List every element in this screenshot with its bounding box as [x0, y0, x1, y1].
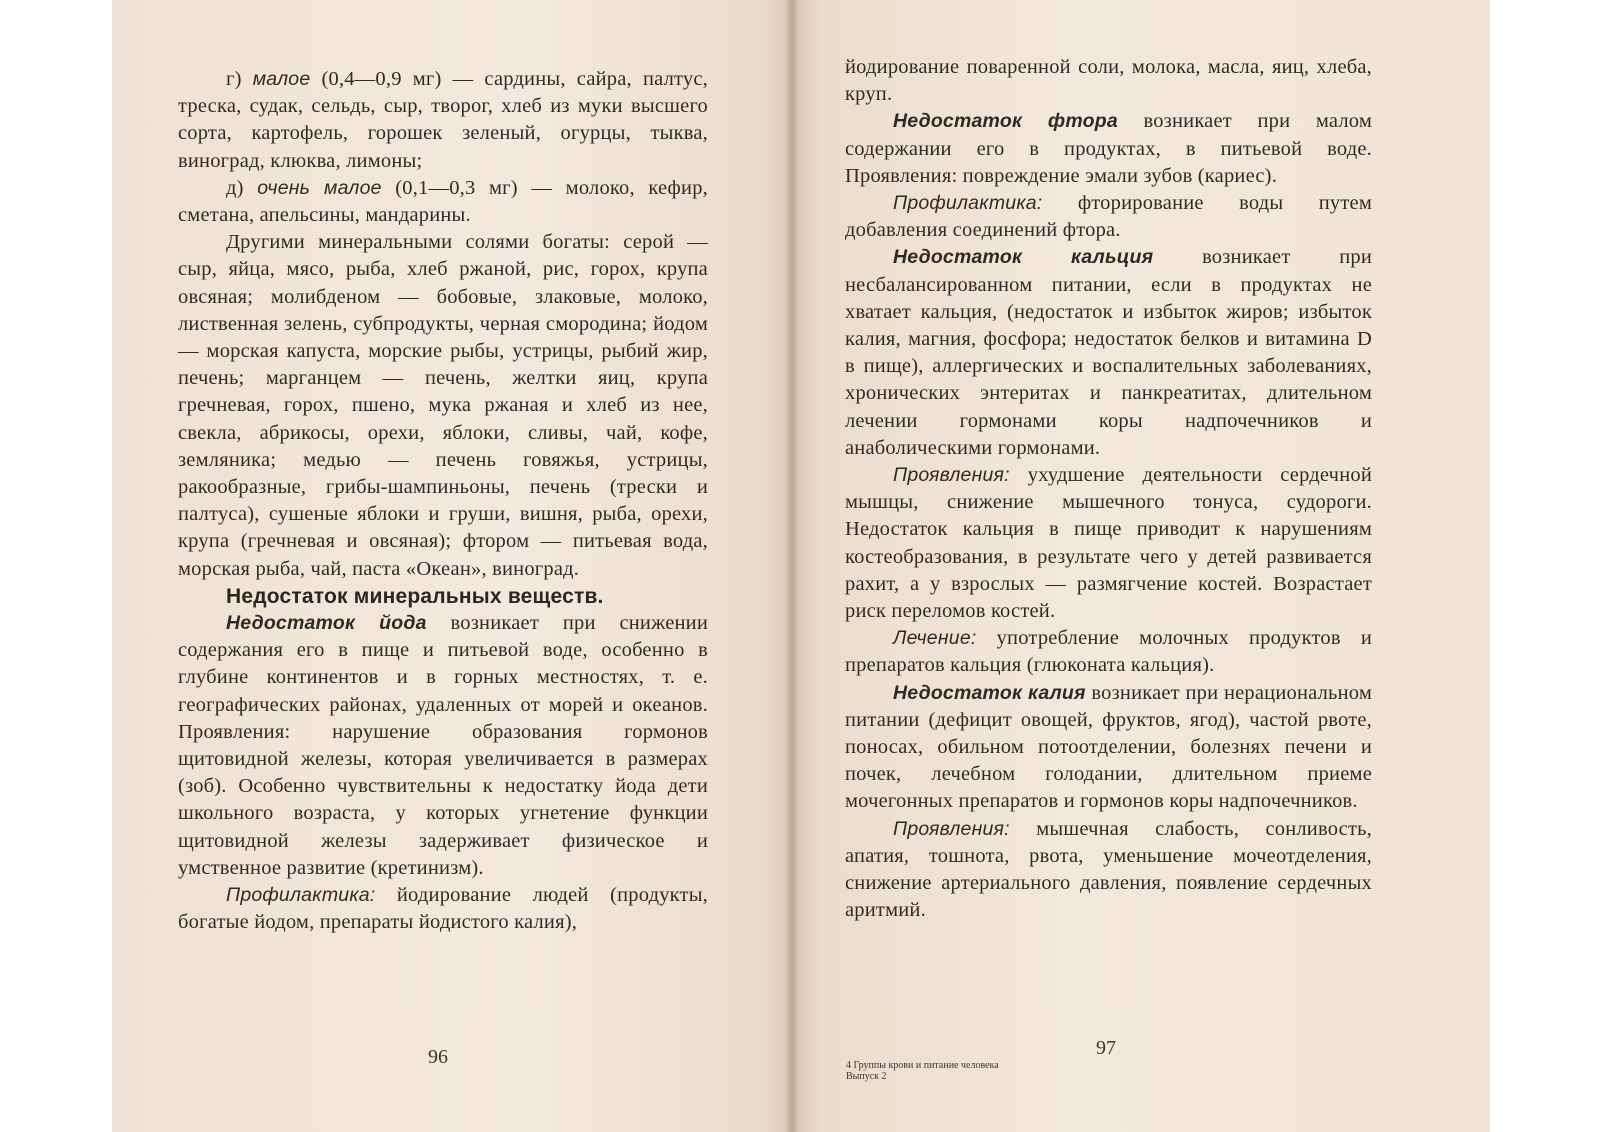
term-prophylaxis: Профилактика: — [226, 884, 376, 907]
paragraph-calcium-treatment — [845, 625, 1372, 679]
paragraph-potassium-manifestations — [845, 816, 1372, 925]
term-manifestations: Проявления: — [893, 464, 1010, 487]
paragraph-potassium — [845, 680, 1372, 816]
paragraph-calcium-manifestations — [845, 462, 1372, 625]
paragraph-text: возникает при малом содержании его в продуктах, в питьевой воде. Проявления: повреждение эмали зубов (кариес). — [845, 110, 1373, 187]
paragraph-fluorine-prophylaxis — [845, 190, 1372, 244]
left-page-text — [178, 66, 708, 937]
page-footer — [846, 1060, 999, 1082]
paragraph-text: возникает при снижении содержания его в пище и питьевой воде, особенно в глубине континентов и в горных местностях, т. е. географических районах, удаленных от морей и океанов. Проявления: нарушение образования гормонов щитовидной железы, которая увеличивается в размерах (зоб). Особенно чувствительны к недостатку йода дети школьного возраста, у которых угнетение функции щитовидной железы задерживает физическое и умственное развитие (кретинизм). — [178, 612, 708, 879]
paragraph-text: (0,1—0,3 мг) — молоко, кефир, сметана, апельсины, мандарины. — [178, 176, 708, 227]
list-label: д) — [226, 176, 244, 199]
paragraph-text: употребление молочных продуктов и препаратов кальция (глюконата кальция). — [845, 627, 1372, 677]
paragraph-calcium — [845, 244, 1372, 462]
page-number-left: 96 — [428, 1046, 448, 1068]
book-gutter — [786, 0, 798, 1132]
paragraph-g — [178, 66, 708, 175]
paragraph-text: ухудшение деятельности сердечной мышцы, снижение мышечного тонуса, судороги. Недостаток кальция в пище приводит к нарушениям костеобразования, в результате чего у детей развивается рахит, а у взрослых — размягчение костей. Возрастает риск переломов костей. — [845, 464, 1372, 623]
paragraph-iodine — [178, 610, 708, 882]
paragraph-text: возникает при нерациональном питании (дефицит овощей, фруктов, ягод), частой рвоте, поносах, обильном потоотделении, болезнях печени и почек, лечебном голодании, длительном приеме мочегонных препаратов и гормонов коры надпочечников. — [845, 681, 1373, 813]
paragraph-d — [178, 175, 708, 229]
term-prophylaxis: Профилактика: — [893, 192, 1043, 215]
footer-issue: Выпуск 2 — [846, 1071, 887, 1082]
paragraph-fluorine — [845, 108, 1372, 190]
paragraph-iodine-prophylaxis — [178, 882, 708, 936]
term-potassium-deficiency: Недостаток калия — [893, 681, 1086, 704]
term-small: малое — [252, 68, 311, 90]
term-fluorine-deficiency: Недостаток фтора — [893, 110, 1118, 133]
right-page-text — [845, 54, 1372, 925]
term-treatment: Лечение: — [893, 627, 977, 650]
paragraph-text: мышечная слабость, сонливость, апатия, тошнота, рвота, уменьшение мочеотделения, снижение артериального давления, появление сердечных аритмий. — [845, 817, 1372, 922]
footer-title: 4 Группы крови и питание человека — [846, 1060, 999, 1071]
term-manifestations: Проявления: — [893, 817, 1010, 840]
term-very-small: очень малое — [257, 176, 382, 199]
paragraph-text: (0,4—0,9 мг) — сардины, сайра, палтус, треска, судак, сельдь, сыр, творог, хлеб из муки высшего сорта, картофель, горошек зеленый, огурцы, тыква, виноград, клюква, лимоны; — [178, 68, 708, 172]
paragraph-continuation: йодирование поваренной соли, молока, масла, яиц, хлеба, круп. — [845, 56, 1372, 106]
term-iodine-deficiency: Недостаток йода — [226, 612, 427, 635]
page-number-right: 97 — [1096, 1037, 1116, 1059]
section-heading: Недостаток минеральных веществ. — [226, 584, 604, 608]
paragraph-text: возникает при несбалансированном питании, если в продуктах не хватает кальция, (недостаток и избыток жиров; избыток калия, магния, фосфора; недостаток белков и витамина D в пище), аллергических и воспалительных заболеваниях, хронических энтеритах и панкреатитах, длительном лечении гормонами коры надпочечников и анаболическими гормонами. — [845, 246, 1372, 459]
paragraph-text: фторирование воды путем добавления соединений фтора. — [845, 192, 1372, 242]
list-label: г) — [226, 68, 242, 90]
paragraph-text: йодирование людей (продукты, богатые йодом, препараты йодистого калия), — [178, 884, 708, 934]
term-calcium-deficiency: Недостаток кальция — [893, 246, 1154, 269]
paragraph-other-minerals: Другими минеральными солями богаты: серой — сыр, яйца, мясо, рыба, хлеб ржаной, рис, горох, крупа овсяная; молибденом — бобовые, злаковые, молоко, лиственная зелень, субпродукты, черная смородина; йодом — морская капуста, морские рыбы, устрицы, рыбий жир, печень; марганцем — печень, желтки яиц, крупа гречневая, горох, пшено, мука ржаная и хлеб из нее, свекла, абрикосы, орехи, яблоки, сливы, чай, кофе, земляника; медью — печень говяжья, устрицы, ракообразные, грибы-шампиньоны, печень (трески и палтуса), сушеные яблоки и груши, вишня, рыба, орехи, крупа (гречневая и овсяная); фтором — питьевая вода, морская рыба, чай, паста «Океан», виноград. — [178, 231, 708, 580]
